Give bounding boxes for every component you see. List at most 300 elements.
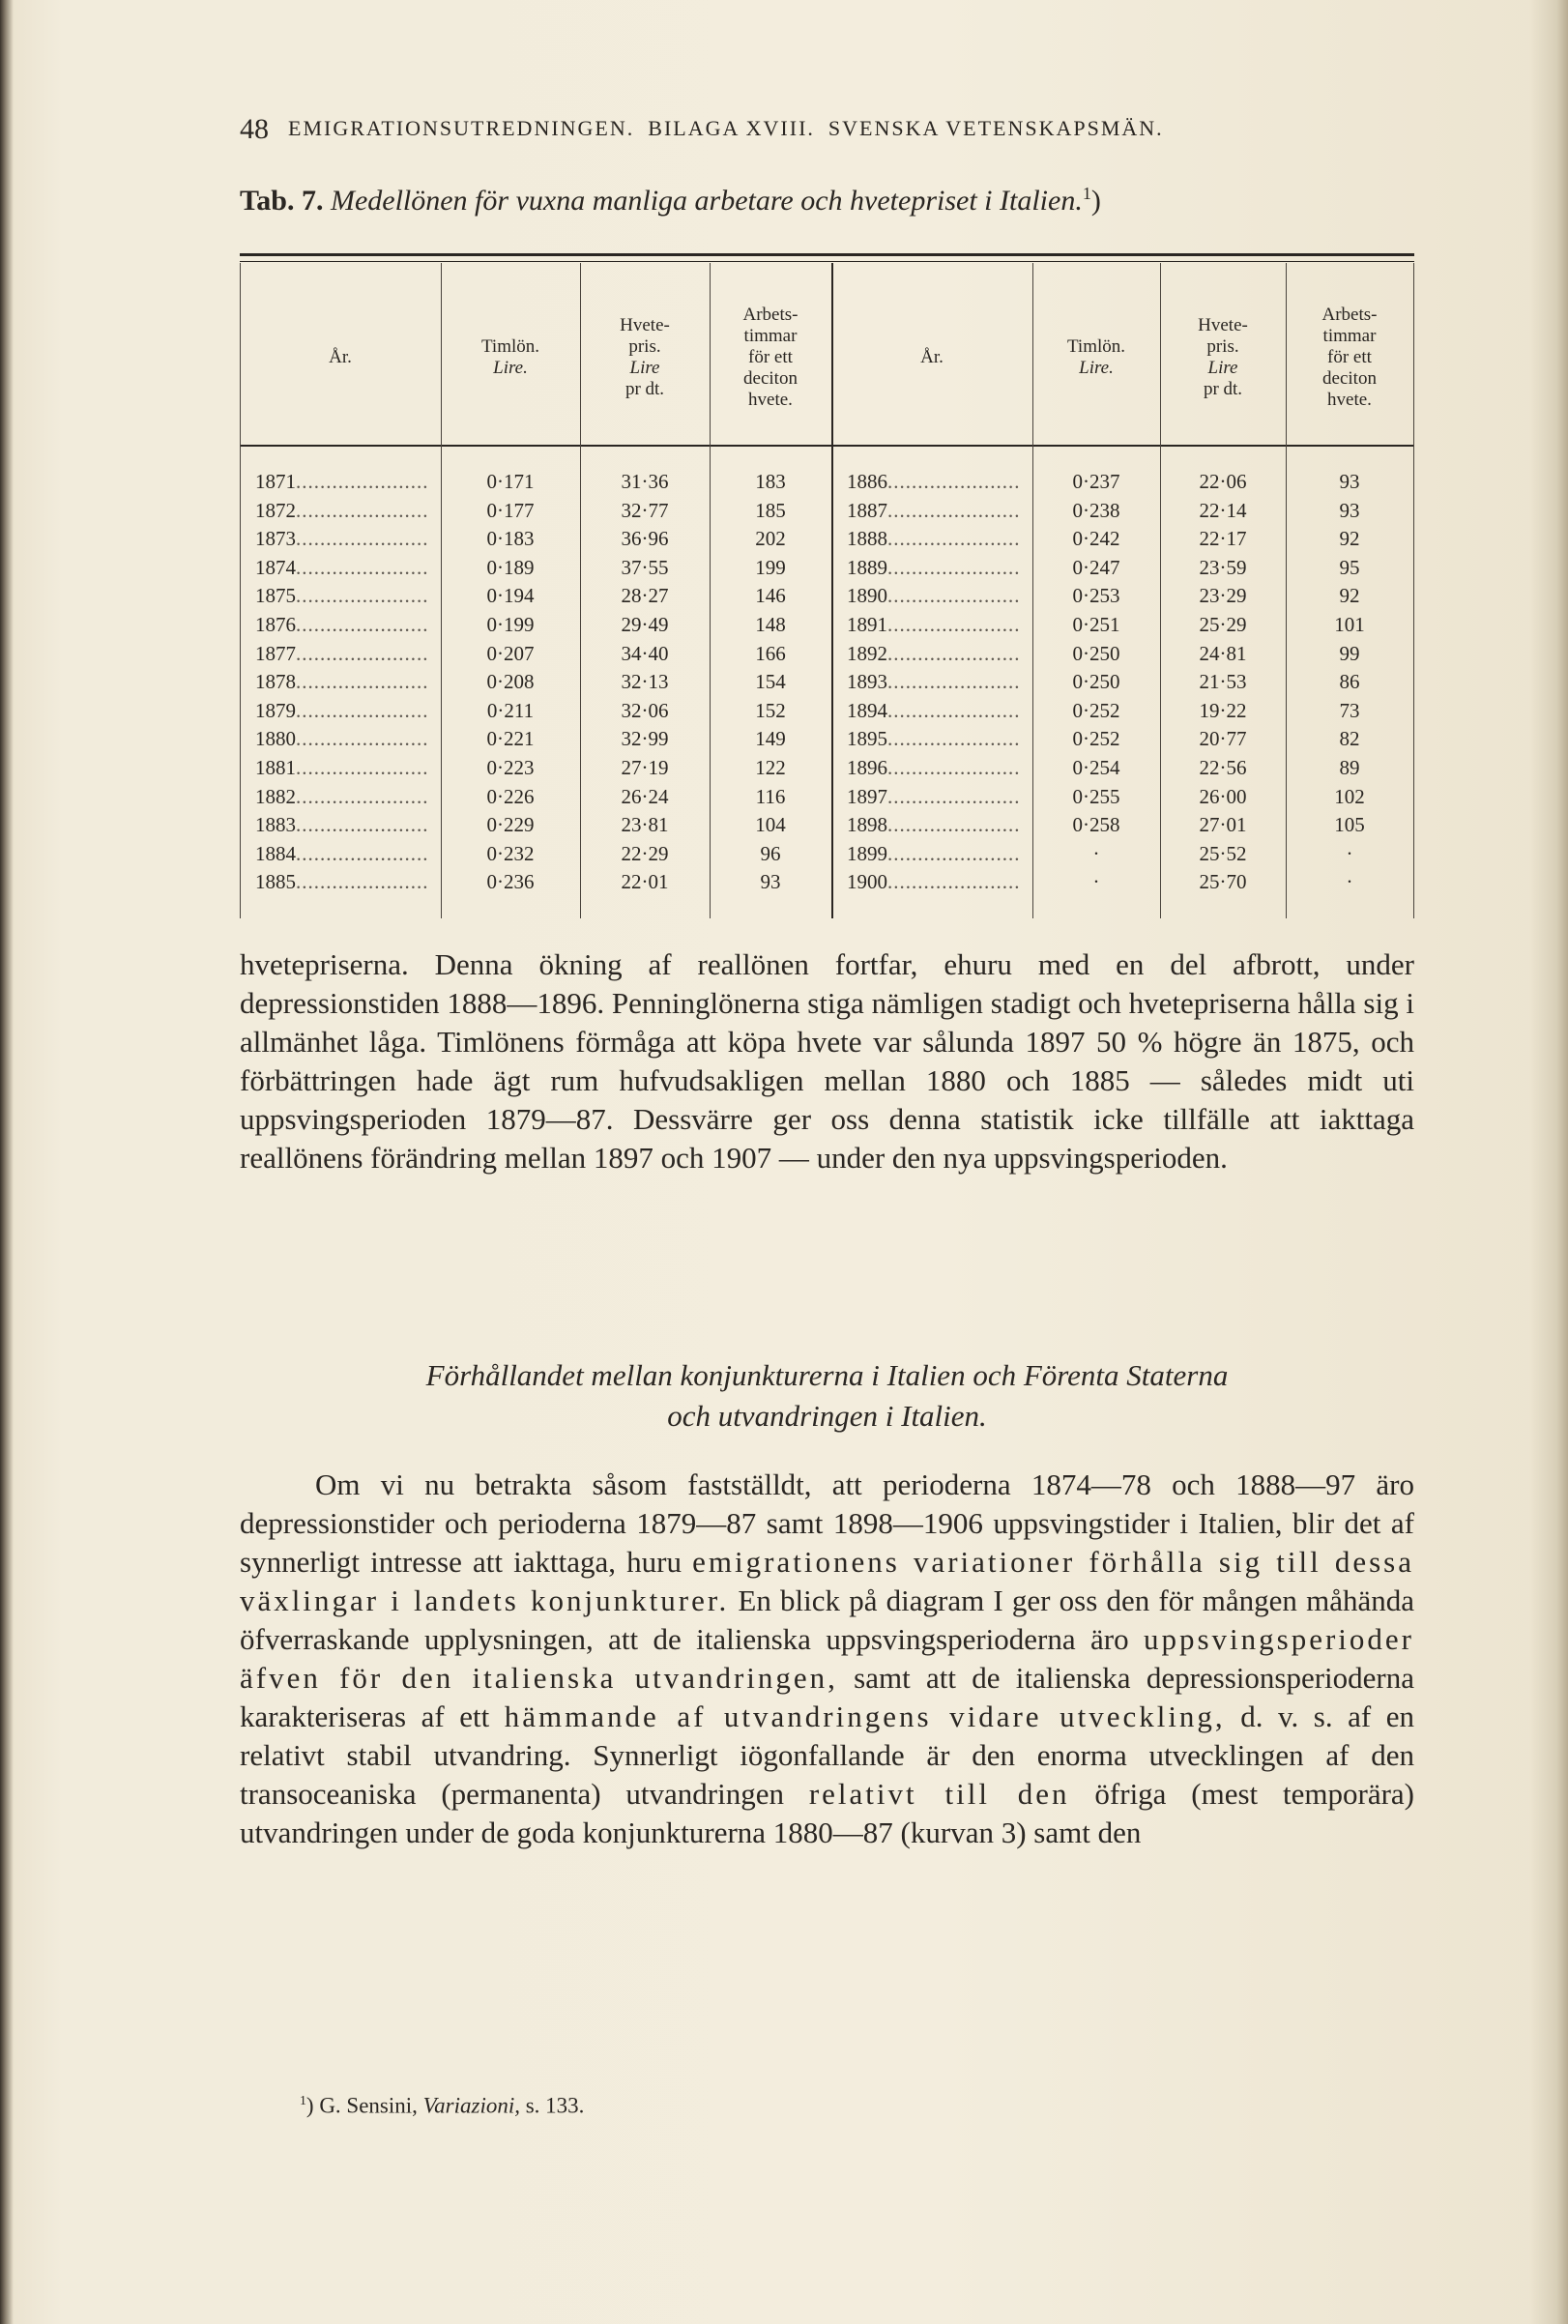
value-cell bbox=[1286, 611, 1413, 640]
table-top-rule-thin bbox=[240, 261, 1414, 262]
paragraph-emigration-emphasis: relativt till den bbox=[808, 1777, 1070, 1811]
year-cell bbox=[847, 640, 1035, 669]
value-text: 27·19 bbox=[621, 755, 669, 779]
footnote bbox=[300, 2093, 584, 2119]
value-text: 0·252 bbox=[1072, 698, 1120, 722]
value-cell bbox=[710, 525, 831, 554]
value-text: 0·229 bbox=[486, 813, 535, 837]
year-text: 1883 bbox=[255, 813, 296, 837]
value-text: 0·253 bbox=[1072, 584, 1120, 608]
year-text: 1893 bbox=[847, 670, 887, 694]
dot-leader: ...................... bbox=[296, 555, 429, 579]
value-cell bbox=[580, 525, 710, 554]
value-text: 0·208 bbox=[486, 670, 535, 694]
section-heading-line-1: Förhållandet mellan konjunkturerna i Italien och Förenta Staterna bbox=[425, 1358, 1229, 1392]
footnote-work: Variazioni, bbox=[422, 2093, 520, 2118]
value-text: 22·29 bbox=[621, 841, 669, 865]
running-title-3: SVENSKA VETENSKAPSMÄN. bbox=[828, 116, 1164, 140]
year-text: 1872 bbox=[255, 498, 296, 522]
value-cell bbox=[1160, 697, 1286, 726]
dot-leader: ...................... bbox=[887, 641, 1021, 665]
dot-leader: ...................... bbox=[887, 841, 1021, 865]
table-caption bbox=[240, 184, 1101, 218]
value-cell bbox=[441, 783, 580, 812]
paragraph-emigration-emphasis: hämmande af utvandringens vidare utveckling, bbox=[504, 1699, 1226, 1733]
value-cell bbox=[1160, 468, 1286, 497]
value-cell bbox=[1160, 525, 1286, 554]
value-cell bbox=[710, 640, 831, 669]
value-text: 32·13 bbox=[621, 670, 669, 694]
value-text: 22·01 bbox=[621, 870, 669, 894]
paragraph-emigration bbox=[240, 1466, 1414, 1852]
value-cell bbox=[580, 640, 710, 669]
dot-leader: ...................... bbox=[887, 784, 1021, 808]
year-text: 1885 bbox=[255, 870, 296, 894]
price-column-right bbox=[1160, 468, 1286, 897]
value-cell bbox=[1032, 783, 1160, 812]
page-edge bbox=[1529, 0, 1568, 2324]
header-wage-right: Timlön. Lire. bbox=[1066, 335, 1126, 378]
value-cell bbox=[1160, 554, 1286, 583]
value-cell bbox=[441, 554, 580, 583]
value-text: 92 bbox=[1339, 527, 1360, 551]
value-cell bbox=[710, 497, 831, 526]
value-cell bbox=[1160, 754, 1286, 783]
table-label: Tab. 7. bbox=[240, 185, 324, 217]
value-text: 92 bbox=[1339, 584, 1360, 608]
paragraph-emigration-text: Om vi nu betrakta såsom fastställdt, att perioderna 1874—78 och 1888—97 äro depressionstider och perioderna 1879—87 samt 1898—1906 uppsvingstider i Italien, blir det af synnerligt intresse att iakttaga, huru bbox=[240, 1467, 1414, 1579]
value-text: 25·52 bbox=[1199, 841, 1247, 865]
value-cell bbox=[1032, 525, 1160, 554]
value-cell bbox=[710, 725, 831, 754]
value-text: 93 bbox=[760, 870, 781, 894]
year-cell bbox=[255, 697, 444, 726]
value-text: 23·59 bbox=[1199, 555, 1247, 579]
page-gutter-shadow bbox=[0, 0, 14, 2324]
value-cell bbox=[580, 783, 710, 812]
value-text: 22·14 bbox=[1199, 498, 1247, 522]
year-cell bbox=[255, 525, 444, 554]
dot-leader: ...................... bbox=[296, 727, 429, 751]
value-cell bbox=[1032, 725, 1160, 754]
value-cell bbox=[1160, 611, 1286, 640]
header-price-right: Hvete- pris. Lire pr dt. bbox=[1198, 314, 1248, 399]
value-cell bbox=[1160, 725, 1286, 754]
hours-column-right bbox=[1286, 468, 1413, 897]
year-cell bbox=[255, 554, 444, 583]
value-cell bbox=[1032, 640, 1160, 669]
value-text: 25·29 bbox=[1199, 612, 1247, 636]
value-cell bbox=[441, 582, 580, 611]
value-cell bbox=[1032, 840, 1160, 869]
year-cell bbox=[847, 554, 1035, 583]
year-cell bbox=[255, 811, 444, 840]
year-cell bbox=[847, 697, 1035, 726]
dot-leader: ...................... bbox=[887, 498, 1021, 522]
value-text: 0·250 bbox=[1072, 670, 1120, 694]
year-cell bbox=[847, 582, 1035, 611]
value-text: · bbox=[1092, 841, 1100, 865]
year-text: 1891 bbox=[847, 612, 887, 636]
dot-leader: ...................... bbox=[887, 755, 1021, 779]
year-cell bbox=[255, 611, 444, 640]
value-text: 37·55 bbox=[621, 555, 669, 579]
value-text: 32·06 bbox=[621, 698, 669, 722]
value-text: 0·258 bbox=[1072, 813, 1120, 837]
section-heading-line-2: och utvandringen i Italien. bbox=[667, 1399, 987, 1433]
value-cell bbox=[441, 697, 580, 726]
value-cell bbox=[710, 554, 831, 583]
value-cell bbox=[1286, 725, 1413, 754]
value-text: 154 bbox=[755, 670, 786, 694]
table-vline bbox=[1413, 263, 1414, 918]
value-cell bbox=[710, 468, 831, 497]
header-year-right: År. bbox=[920, 346, 944, 367]
value-cell bbox=[710, 697, 831, 726]
value-cell bbox=[1286, 811, 1413, 840]
value-text: 19·22 bbox=[1199, 698, 1247, 722]
value-cell bbox=[1286, 783, 1413, 812]
table-header-rule bbox=[240, 445, 1414, 447]
value-text: 185 bbox=[755, 498, 786, 522]
year-cell bbox=[255, 754, 444, 783]
value-text: 101 bbox=[1334, 612, 1365, 636]
value-cell bbox=[710, 582, 831, 611]
year-cell bbox=[255, 668, 444, 697]
value-cell bbox=[1160, 868, 1286, 897]
value-text: 0·177 bbox=[486, 498, 535, 522]
footnote-author: ) G. Sensini, bbox=[305, 2093, 418, 2118]
value-cell bbox=[710, 754, 831, 783]
header-year-left: År. bbox=[329, 346, 352, 367]
value-cell bbox=[710, 811, 831, 840]
value-text: 0·211 bbox=[486, 698, 535, 722]
value-cell bbox=[441, 468, 580, 497]
year-text: 1874 bbox=[255, 555, 296, 579]
value-text: 34·40 bbox=[621, 641, 669, 665]
value-cell bbox=[1032, 697, 1160, 726]
year-cell bbox=[847, 468, 1035, 497]
value-text: 199 bbox=[755, 555, 786, 579]
value-text: 202 bbox=[755, 527, 786, 551]
year-text: 1888 bbox=[847, 527, 887, 551]
dot-leader: ...................... bbox=[296, 870, 429, 894]
value-text: 0·255 bbox=[1072, 784, 1120, 808]
year-text: 1878 bbox=[255, 670, 296, 694]
value-text: 21·53 bbox=[1199, 670, 1247, 694]
value-text: 0·251 bbox=[1072, 612, 1120, 636]
page-number: 48 bbox=[240, 113, 269, 145]
value-text: 122 bbox=[755, 755, 786, 779]
wage-table bbox=[240, 253, 1414, 920]
year-text: 1879 bbox=[255, 698, 296, 722]
value-cell bbox=[1286, 554, 1413, 583]
value-cell bbox=[1032, 668, 1160, 697]
paragraph-wheat-prices: hvetepriserna. Denna ökning af reallönen fortfar, ehuru med en del afbrott, under depressionstiden 1888—1896. Penninglönerna stiga nämligen stadigt och hvetepriserna hålla sig i allmänhet låga. Timlönens förmåga att köpa hvete var sålunda 1897 50 % högre än 1875, och förbättringen hade ägt rum hufvudsakligen mellan 1880 och 1885 — således midt uti uppsvingsperioden 1879—87. Dessvärre ger oss denna statistik icke tillfälle att iakttaga reallönens förändring mellan 1897 och 1907 — under den nya uppsvingsperioden. bbox=[240, 947, 1414, 1175]
value-text: 86 bbox=[1339, 670, 1360, 694]
year-cell bbox=[847, 725, 1035, 754]
value-text: 166 bbox=[755, 641, 786, 665]
value-cell bbox=[580, 582, 710, 611]
value-cell bbox=[1286, 754, 1413, 783]
value-cell bbox=[1160, 640, 1286, 669]
dot-leader: ...................... bbox=[296, 584, 429, 608]
value-cell bbox=[441, 868, 580, 897]
year-cell bbox=[847, 840, 1035, 869]
paragraph-emigration-text: En blick på diagram I ger oss den för mången måhända öfverraskande upplysningen, att de italienska uppsvingsperioderna äro bbox=[240, 1583, 1414, 1656]
year-text: 1899 bbox=[847, 841, 887, 865]
year-cell bbox=[847, 525, 1035, 554]
year-cell bbox=[255, 725, 444, 754]
value-text: 152 bbox=[755, 698, 786, 722]
year-text: 1887 bbox=[847, 498, 887, 522]
dot-leader: ...................... bbox=[296, 527, 429, 551]
value-text: 23·29 bbox=[1199, 584, 1247, 608]
wage-column-right bbox=[1032, 468, 1160, 897]
year-column-right bbox=[847, 468, 1035, 897]
value-text: 105 bbox=[1334, 813, 1365, 837]
value-cell bbox=[580, 668, 710, 697]
dot-leader: ...................... bbox=[296, 841, 429, 865]
value-text: 0·221 bbox=[486, 727, 535, 751]
value-text: 116 bbox=[755, 784, 786, 808]
year-cell bbox=[255, 468, 444, 497]
caption-close: ) bbox=[1090, 185, 1101, 217]
value-text: 146 bbox=[755, 584, 786, 608]
value-cell bbox=[1286, 497, 1413, 526]
value-cell bbox=[1032, 582, 1160, 611]
value-cell bbox=[1032, 468, 1160, 497]
value-cell bbox=[441, 840, 580, 869]
value-text: 89 bbox=[1339, 755, 1360, 779]
paragraph-emigration-emphasis: emigrationens variationer förhålla sig till dessa växlingar i landets konjunkturer. bbox=[240, 1545, 1414, 1617]
value-cell bbox=[441, 611, 580, 640]
year-text: 1881 bbox=[255, 755, 296, 779]
value-text: · bbox=[1346, 870, 1353, 894]
value-text: 0·250 bbox=[1072, 641, 1120, 665]
value-text: 102 bbox=[1334, 784, 1365, 808]
value-text: 24·81 bbox=[1199, 641, 1247, 665]
year-text: 1875 bbox=[255, 584, 296, 608]
value-text: 0·199 bbox=[486, 612, 535, 636]
value-text: 22·06 bbox=[1199, 470, 1247, 493]
year-cell bbox=[847, 754, 1035, 783]
value-text: 0·254 bbox=[1072, 755, 1120, 779]
year-cell bbox=[847, 611, 1035, 640]
value-text: 0·252 bbox=[1072, 727, 1120, 751]
value-text: 31·36 bbox=[621, 470, 669, 493]
value-cell bbox=[1032, 811, 1160, 840]
header-hours-right: Arbets- timmar för ett deciton hvete. bbox=[1321, 304, 1378, 410]
value-text: 0·237 bbox=[1072, 470, 1120, 493]
value-cell bbox=[441, 811, 580, 840]
running-title-2: BILAGA XVIII. bbox=[648, 116, 815, 140]
footnote-mark: 1 bbox=[300, 2093, 306, 2107]
year-text: 1886 bbox=[847, 470, 887, 493]
dot-leader: ...................... bbox=[296, 698, 429, 722]
dot-leader: ...................... bbox=[887, 698, 1021, 722]
paragraph-emigration-text: d. v. s. af en relativt stabil utvandring. Synnerligt iögonfallande är den enorma utvecklingen af den transoceaniska (permanenta) utvandringen bbox=[240, 1699, 1414, 1811]
value-text: 0·194 bbox=[486, 584, 535, 608]
value-text: 0·223 bbox=[486, 755, 535, 779]
running-head bbox=[240, 113, 1419, 149]
value-text: 26·00 bbox=[1199, 784, 1247, 808]
value-text: 0·207 bbox=[486, 641, 535, 665]
footnote-ref: 1 bbox=[1082, 184, 1091, 203]
year-text: 1882 bbox=[255, 784, 296, 808]
value-cell bbox=[580, 697, 710, 726]
paragraph-emigration-text: samt att de italienska depressionsperioderna karakteriseras af ett bbox=[240, 1661, 1415, 1733]
year-text: 1889 bbox=[847, 555, 887, 579]
table-title: Medellönen för vuxna manliga arbetare och hvetepriset i Italien. bbox=[330, 185, 1083, 217]
dot-leader: ...................... bbox=[296, 813, 429, 837]
value-cell bbox=[710, 840, 831, 869]
header-wage-left: Timlön. Lire. bbox=[480, 335, 540, 378]
value-text: 22·56 bbox=[1199, 755, 1247, 779]
value-cell bbox=[441, 725, 580, 754]
value-cell bbox=[1160, 783, 1286, 812]
header-price-left: Hvete- pris. Lire pr dt. bbox=[620, 314, 670, 399]
dot-leader: ...................... bbox=[887, 727, 1021, 751]
year-text: 1871 bbox=[255, 470, 296, 493]
year-cell bbox=[847, 868, 1035, 897]
dot-leader: ...................... bbox=[296, 641, 429, 665]
year-text: 1898 bbox=[847, 813, 887, 837]
value-cell bbox=[580, 554, 710, 583]
value-cell bbox=[441, 525, 580, 554]
value-cell bbox=[441, 497, 580, 526]
value-text: 0·247 bbox=[1072, 555, 1120, 579]
value-text: 23·81 bbox=[621, 813, 669, 837]
value-cell bbox=[710, 668, 831, 697]
year-column-left bbox=[255, 468, 444, 897]
value-text: 0·242 bbox=[1072, 527, 1120, 551]
value-cell bbox=[710, 611, 831, 640]
value-cell bbox=[1160, 497, 1286, 526]
value-cell bbox=[1032, 497, 1160, 526]
year-text: 1900 bbox=[847, 870, 887, 894]
year-text: 1884 bbox=[255, 841, 296, 865]
value-text: 0·232 bbox=[486, 841, 535, 865]
year-text: 1896 bbox=[847, 755, 887, 779]
dot-leader: ...................... bbox=[887, 612, 1021, 636]
year-cell bbox=[255, 840, 444, 869]
year-text: 1895 bbox=[847, 727, 887, 751]
dot-leader: ...................... bbox=[296, 670, 429, 694]
value-text: 32·99 bbox=[621, 727, 669, 751]
paragraph-emigration-text: öfriga (mest temporära) utvandringen under de goda konjunkturerna 1880—87 (kurvan 3) samt den bbox=[240, 1777, 1414, 1849]
value-cell bbox=[1286, 640, 1413, 669]
value-cell bbox=[1032, 868, 1160, 897]
value-cell bbox=[580, 468, 710, 497]
value-text: 36·96 bbox=[621, 527, 669, 551]
table-top-rule bbox=[240, 253, 1414, 256]
hours-column-left bbox=[710, 468, 831, 897]
footnote-page: s. 133. bbox=[525, 2093, 585, 2118]
value-cell bbox=[1286, 868, 1413, 897]
value-cell bbox=[1032, 754, 1160, 783]
value-text: 0·171 bbox=[486, 470, 535, 493]
dot-leader: ...................... bbox=[887, 813, 1021, 837]
year-text: 1876 bbox=[255, 612, 296, 636]
value-cell bbox=[1286, 468, 1413, 497]
dot-leader: ...................... bbox=[296, 755, 429, 779]
year-text: 1873 bbox=[255, 527, 296, 551]
value-text: 93 bbox=[1339, 470, 1360, 493]
value-text: 25·70 bbox=[1199, 870, 1247, 894]
value-text: · bbox=[1092, 870, 1100, 894]
price-column-left bbox=[580, 468, 710, 897]
dot-leader: ...................... bbox=[296, 612, 429, 636]
value-text: 22·17 bbox=[1199, 527, 1247, 551]
year-cell bbox=[847, 668, 1035, 697]
value-cell bbox=[580, 840, 710, 869]
value-cell bbox=[580, 611, 710, 640]
wage-column-left bbox=[441, 468, 580, 897]
value-text: 93 bbox=[1339, 498, 1360, 522]
value-cell bbox=[710, 868, 831, 897]
value-cell bbox=[1160, 668, 1286, 697]
year-text: 1877 bbox=[255, 641, 296, 665]
year-cell bbox=[847, 811, 1035, 840]
value-text: 32·77 bbox=[621, 498, 669, 522]
running-title-1: EMIGRATIONSUTREDNINGEN. bbox=[288, 116, 635, 140]
value-cell bbox=[580, 811, 710, 840]
year-text: 1897 bbox=[847, 784, 887, 808]
value-text: 29·49 bbox=[621, 612, 669, 636]
value-cell bbox=[580, 754, 710, 783]
value-text: 26·24 bbox=[621, 784, 669, 808]
value-cell bbox=[441, 668, 580, 697]
value-cell bbox=[1286, 525, 1413, 554]
paragraph-emigration-emphasis: uppsvingsperioder äfven för den italienska utvandringen, bbox=[240, 1622, 1414, 1695]
value-cell bbox=[1032, 554, 1160, 583]
year-text: 1894 bbox=[847, 698, 887, 722]
value-cell bbox=[580, 497, 710, 526]
value-text: 0·189 bbox=[486, 555, 535, 579]
dot-leader: ...................... bbox=[887, 584, 1021, 608]
dot-leader: ...................... bbox=[887, 527, 1021, 551]
dot-leader: ...................... bbox=[887, 870, 1021, 894]
value-text: 27·01 bbox=[1199, 813, 1247, 837]
value-cell bbox=[1286, 668, 1413, 697]
value-cell bbox=[1286, 840, 1413, 869]
value-cell bbox=[441, 640, 580, 669]
value-text: 82 bbox=[1339, 727, 1360, 751]
value-text: 183 bbox=[755, 470, 786, 493]
value-cell bbox=[1160, 811, 1286, 840]
value-cell bbox=[1032, 611, 1160, 640]
value-text: 0·236 bbox=[486, 870, 535, 894]
value-cell bbox=[580, 868, 710, 897]
dot-leader: ...................... bbox=[296, 784, 429, 808]
value-text: 73 bbox=[1339, 698, 1360, 722]
dot-leader: ...................... bbox=[887, 670, 1021, 694]
section-heading bbox=[240, 1355, 1414, 1437]
value-cell bbox=[1286, 582, 1413, 611]
value-text: 149 bbox=[755, 727, 786, 751]
year-text: 1880 bbox=[255, 727, 296, 751]
year-cell bbox=[255, 640, 444, 669]
value-text: · bbox=[1346, 841, 1353, 865]
dot-leader: ...................... bbox=[296, 498, 429, 522]
year-text: 1892 bbox=[847, 641, 887, 665]
value-text: 28·27 bbox=[621, 584, 669, 608]
value-cell bbox=[580, 725, 710, 754]
value-text: 148 bbox=[755, 612, 786, 636]
year-cell bbox=[847, 497, 1035, 526]
value-text: 104 bbox=[755, 813, 786, 837]
